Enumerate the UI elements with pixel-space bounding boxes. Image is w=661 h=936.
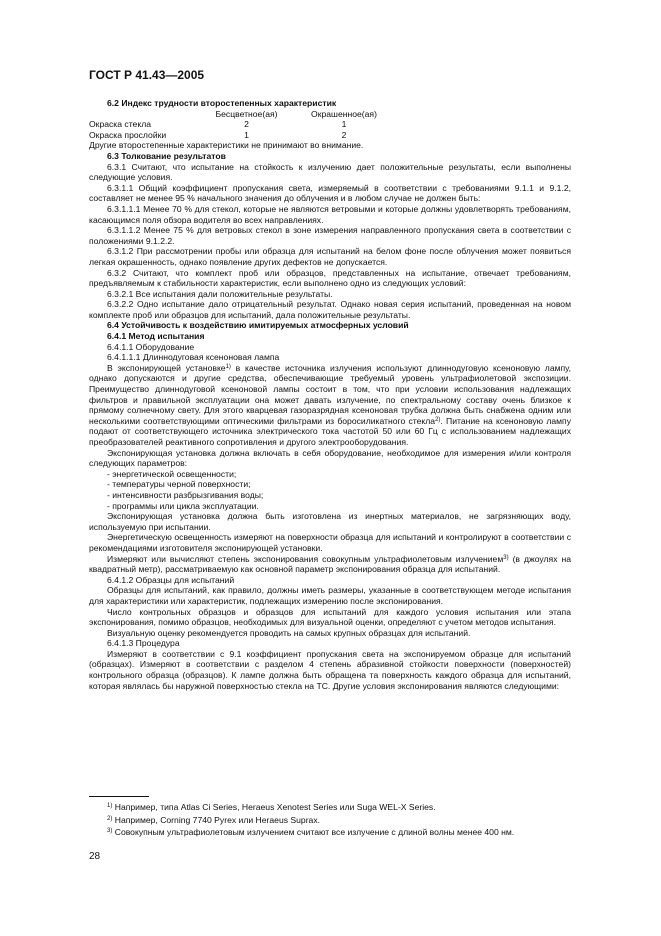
table-cell: 1	[341, 119, 347, 130]
paragraph: 6.3.1.2 При рассмотрении пробы или образца для испытаний на белом фоне после облучения может появиться легкая окрашенность, однако появление других дефектов не допускается.	[89, 246, 571, 267]
paragraph: Образцы для испытаний, как правило, должны иметь размеры, указанные в соответствующем методе испытания для характеристики или характеристик, подлежащих измерению после экспонирования.	[89, 585, 571, 606]
footnote-text: Например, Corning 7740 Pyrex или Heraeus Suprax.	[112, 814, 321, 825]
table-cell: 2	[244, 119, 249, 130]
footnote-mark: 1)	[107, 803, 113, 809]
section-6-3-heading: 6.3 Толкование результатов	[107, 150, 226, 161]
paragraph: 6.3.2 Считают, что комплект проб или образцов, представленных на испытание, отвечает требованиям, предъявляемым к стабильности характеристик, если выполнено одно из следующих условий:	[89, 267, 571, 289]
paragraph: Другие второстепенные характеристики не принимают во внимание.	[89, 140, 364, 151]
table-header-cell: Окрашенное(ая)	[311, 108, 377, 119]
paragraph: 6.4.1.3 Процедура	[107, 638, 180, 649]
footnote-mark: 3)	[107, 828, 113, 835]
table-row	[89, 119, 394, 130]
paragraph: Энергетическую освещенность измеряют на поверхности образца для испытаний и контролируют в соответствии с рекомендациями изготовителя экспонирующей установки.	[89, 532, 571, 553]
table-header-cell: Бесцветное(ая)	[215, 108, 278, 119]
footnote-divider	[89, 796, 149, 797]
text-span: Измеряют или вычисляют степень экспонирования совокупным ультрафиолетовым излучением	[107, 553, 504, 564]
table-row-label: Окраска стекла	[89, 119, 151, 130]
section-6-4-1-heading: 6.4.1 Метод испытания	[107, 331, 205, 342]
document-body	[89, 98, 571, 691]
footnote	[107, 814, 571, 827]
paragraph: 6.3.1.1.2 Менее 75 % для ветровых стекол в зоне измерения направленного пропускания света в соответствии с положениями 9.1.2.2.	[89, 225, 571, 246]
paragraph: Экспонирующая установка должна включать в себя оборудование, необходимое для измерения и/или контроля следующих параметров:	[89, 447, 571, 469]
paragraph: 6.3.1.1 Общий коэффициент пропускания света, измеряемый в соответствии с требованиями 9.1.1 и 9.1.2, составляет не менее 95 % начального значения до облучения и в любом случае не должен быть:	[89, 182, 571, 204]
paragraph: 6.4.1.2 Образцы для испытаний	[107, 574, 235, 585]
section-6-2-heading: 6.2 Индекс трудности второстепенных характеристик	[107, 98, 337, 108]
table-header-cell	[89, 109, 199, 120]
xenon-lamp-paragraph	[89, 363, 571, 448]
section-6-4-heading: 6.4 Устойчивость к воздействию имитируемых атмосферных условий	[107, 320, 409, 331]
footnote	[107, 826, 571, 839]
list-item: - температуры черной поверхности;	[107, 479, 251, 490]
table-header-row	[89, 109, 394, 120]
footnote-ref: 3)	[503, 554, 509, 561]
table-cell: 1	[244, 129, 249, 140]
paragraph: Экспонирующая установка должна быть изготовлена из инертных материалов, не загрязняющих воду, используемую при испытании.	[89, 511, 571, 532]
difficulty-index-table	[89, 109, 394, 141]
paragraph: 6.3.1 Считают, что испытание на стойкость к излучению дает положительные результаты, если выполнены следующие условия.	[89, 161, 571, 183]
page-number: 28	[89, 851, 101, 862]
footnote-ref: 1)	[225, 363, 231, 370]
footnotes	[107, 801, 571, 839]
footnote-mark: 2)	[107, 815, 113, 822]
footnote-text: Например, типа Atlas Ci Series, Heraeus Xenotest Series или Suga WEL-X Series.	[112, 802, 436, 812]
paragraph: 6.3.1.1.1 Менее 70 % для стекол, которые не являются ветровыми и которые должны удовлетворять требованиям, касающимся поля обзора водителя во всех направлениях.	[89, 203, 571, 225]
paragraph: 6.3.2.1 Все испытания дали положительные результаты.	[107, 288, 333, 299]
uv-exposure-paragraph	[89, 554, 571, 575]
paragraph: 6.3.2.2 Одно испытание дало отрицательный результат. Однако новая серия испытаний, проведенная на новом комплекте проб или образцов для испытаний, дала положительные результаты.	[89, 299, 571, 320]
paragraph: 6.4.1.1 Оборудование	[107, 341, 195, 352]
paragraph: Число контрольных образцов и образцов для испытаний для каждого условия испытания или этапа экспонирования, помимо образцов, необходимых для визуальной оценки, определяют с учетом методов испытания.	[89, 606, 571, 628]
footnote-text: Совокупным ультрафиолетовым излучением считают все излучение с длиной волны менее 400 нм.	[112, 827, 515, 838]
paragraph: 6.4.1.1.1 Длиннодуговая ксеноновая лампа	[107, 352, 280, 363]
footnote-ref: 2)	[435, 416, 441, 423]
text-span: в качестве источника излучения используют длиннодуговую ксеноновую лампу, однако допускаются и другие средства, обеспечивающие требуемый уровень ультрафиолетовой экспозиции. Преимущество длиннодуговой ксеноновой лампы состоит в том, что при условии использования надлежащих фильтров и правильной эксплуатации она может давать излучение, по спектральному составу очень близкое к прямому солнечному свету. Для этого кварцевая газоразрядная ксеноновая трубка должна быть снабжена одним или несколькими соответствующими оптическими фильтрами из боросиликатного стекла	[89, 362, 571, 426]
table-row	[89, 130, 394, 141]
text-span: В экспонирующей установке	[107, 362, 226, 373]
table-cell: 2	[341, 129, 347, 140]
paragraph: Измеряют в соответствии с 9.1 коэффициент пропускания света на экспонируемом образце для испытаний (образцах). Измеряют в соответствии с разделом 4 степень абразивной стойкости поверхности (поверхностей) контрольного образца (образцов). К лампе должна быть обращена та поверхность каждого образца для испытаний, которая являлась бы наружной поверхностью стекла на ТС. Другие условия экспонирования являются следующими:	[89, 648, 571, 691]
list-item: - программы или цикла эксплуатации.	[107, 500, 259, 511]
table-row-label: Окраска прослойки	[89, 129, 167, 140]
text-span: . Питание на ксеноновую лампу подают от соответствующего источника электрического тока частотой 50 или 60 Гц с использованием надлежащих преобразователей реактивного сопротивления и другого электрооборудования.	[89, 415, 571, 447]
paragraph: Визуальную оценку рекомендуется проводить на самых крупных образцах для испытаний.	[107, 627, 471, 638]
list-item: - интенсивности разбрызгивания воды;	[107, 489, 264, 500]
list-item: - энергетической освещенности;	[107, 468, 237, 479]
footnote	[107, 801, 571, 814]
text-span: (в джоулях на квадратный метр), рассматриваемую как основной параметр экспонирования образца для испытаний.	[89, 553, 571, 575]
document-header: ГОСТ Р 41.43—2005	[89, 68, 205, 82]
